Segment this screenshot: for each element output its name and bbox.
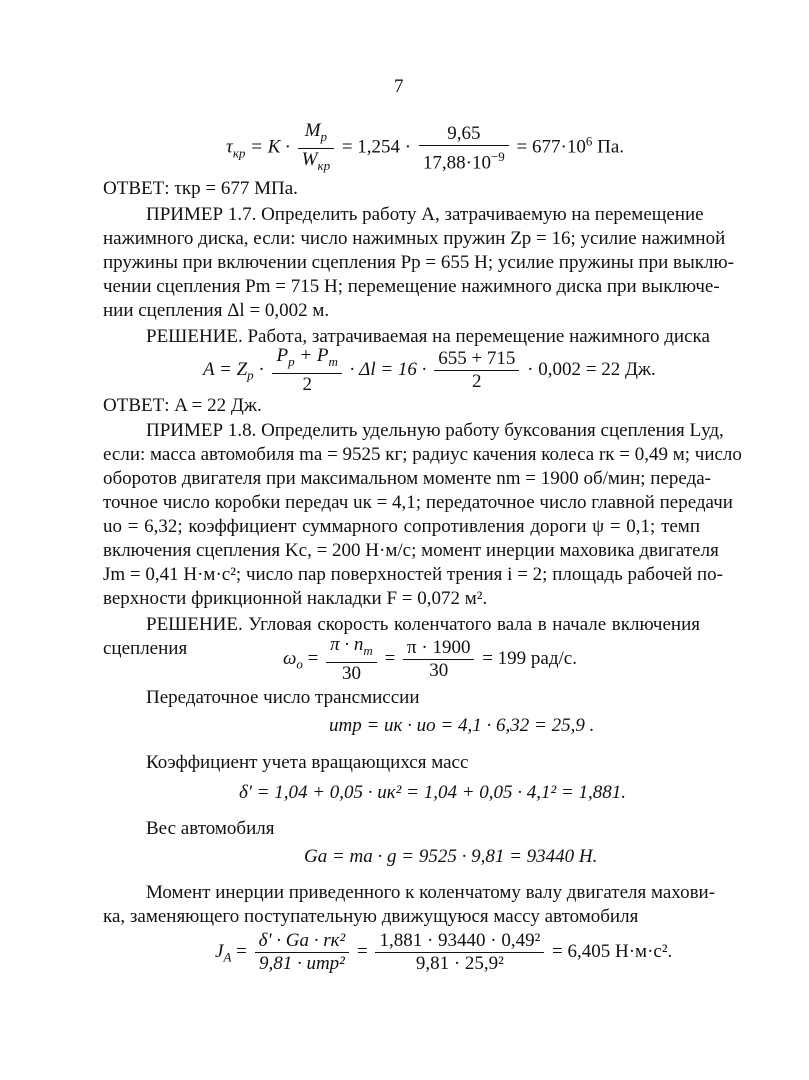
solution18-line: РЕШЕНИЕ. Угловая скорость коленчатого вала в начале включения xyxy=(146,614,700,635)
eq-a-frac1 xyxy=(272,345,341,396)
eq-omega-lhs-sub: о xyxy=(296,656,303,672)
eq-tau-k: = K · xyxy=(250,136,290,158)
solution17-text: РЕШЕНИЕ. Работа, затрачиваемая на перемещение нажимного диска xyxy=(146,326,710,347)
eq-omega-lhs: ω xyxy=(283,647,297,669)
eq-omega-frac2 xyxy=(403,637,474,682)
eq-j-frac2 xyxy=(375,930,544,975)
eq-omega-eq: = xyxy=(307,647,319,669)
eq-omega-eq2: = xyxy=(384,647,396,669)
eq-a-den: 2 xyxy=(302,373,312,395)
equation-angular-velocity xyxy=(283,634,577,685)
transmission-label: Передаточное число трансмиссии xyxy=(146,687,420,708)
eq-a-num-sub1: p xyxy=(288,353,295,369)
answer-2: ОТВЕТ: A = 22 Дж. xyxy=(103,395,262,416)
eq-j-num1: δ' · Gа · rк² xyxy=(255,930,350,953)
inertia-text-line: Момент инерции приведенного к коленчатому валу двигателя махови- xyxy=(146,882,716,903)
example17-line: нии сцепления Δl = 0,002 м. xyxy=(103,300,330,321)
eq-tau-mid: = 1,254 · xyxy=(341,136,412,158)
eq-tau-num1: M xyxy=(304,120,321,141)
inertia-text-line: ка, заменяющего поступательную движущуюся массу автомобиля xyxy=(103,906,639,927)
solution18-line: сцепления xyxy=(103,638,188,659)
eq-j-lhs: J xyxy=(215,940,224,962)
example18-line: uо = 6,32; коэффициент суммарного сопротивления дороги ψ = 0,1; темп xyxy=(103,516,700,537)
eq-j-den1: 9,81 · uтр² xyxy=(258,953,345,974)
eq-j-result: = 6,405 Н·м·с². xyxy=(552,940,673,962)
page-number: 7 xyxy=(394,76,404,97)
example18-line: верхности фрикционной накладки F = 0,072 м². xyxy=(103,588,488,609)
equation-rotating-mass: δ' = 1,04 + 0,05 · uк² = 1,04 + 0,05 · 4,1² = 1,881. xyxy=(239,782,627,803)
equation-weight: Gа = mа · g = 9525 · 9,81 = 93440 Н. xyxy=(304,846,598,867)
equation-shear-stress xyxy=(226,120,624,177)
example18-line: включения сцепления Kс, = 200 Н·м/с; момент инерции маховика двигателя xyxy=(103,540,719,561)
eq-omega-num2: π · 1900 xyxy=(403,637,474,660)
eq-tau-lhs: τ xyxy=(226,136,233,158)
eq-a-dot: · xyxy=(258,358,265,380)
eq-a-num-sub2: m xyxy=(328,353,338,369)
eq-j-den2: 9,81 · 25,9² xyxy=(415,953,504,974)
example17-line: ПРИМЕР 1.7. Определить работу A, затрачиваемую на перемещение xyxy=(146,204,704,225)
eq-tau-den2-sup: −9 xyxy=(490,148,505,164)
eq-omega-result: = 199 рад/с. xyxy=(482,647,577,669)
eq-tau-num1-sub: p xyxy=(320,128,328,144)
example18-line: ПРИМЕР 1.8. Определить удельную работу буксования сцепления Lуд, xyxy=(146,420,724,441)
eq-omega-num1-sub: m xyxy=(363,642,373,658)
eq-j-num2: 1,881 · 93440 · 0,49² xyxy=(375,930,544,953)
eq-a-num: P xyxy=(276,345,289,366)
answer-1: ОТВЕТ: τкр = 677 МПа. xyxy=(103,178,298,199)
eq-omega-frac1 xyxy=(326,634,377,685)
example17-line: пружины при включении сцепления Pp = 655 Н; усилие пружины при выклю- xyxy=(103,252,734,273)
eq-tau-den2: 17,88·10 xyxy=(422,151,491,173)
eq-a-den2: 2 xyxy=(472,370,482,392)
eq-a-result: · 0,002 = 22 Дж. xyxy=(527,358,656,380)
weight-label: Вес автомобиля xyxy=(146,818,275,839)
example18-line: если: масса автомобиля mа = 9525 кг; радиус качения колеса rк = 0,49 м; число xyxy=(103,444,742,465)
example17-line: нажимного диска, если: число нажимных пружин Zp = 16; усилие нажимной xyxy=(103,228,726,249)
eq-tau-den1-sub: кр xyxy=(317,157,331,173)
rotating-mass-label: Коэффициент учета вращающихся масс xyxy=(146,752,469,773)
eq-a-num-plus: + P xyxy=(294,345,329,366)
eq-tau-result: = 677·10 xyxy=(516,136,586,158)
example18-line: оборотов двигателя при максимальном моменте nm = 1900 об/мин; переда- xyxy=(103,468,711,489)
eq-j-frac1 xyxy=(255,930,350,975)
eq-a-mid: · Δl = 16 · xyxy=(349,358,427,380)
eq-a-lhs: A = Z xyxy=(203,358,248,380)
eq-tau-lhs-sub: кр xyxy=(232,145,246,161)
eq-tau-frac2 xyxy=(419,123,509,174)
eq-j-lhs-sub: A xyxy=(223,949,232,965)
equation-transmission-ratio: uтр = uк · uо = 4,1 · 6,32 = 25,9 . xyxy=(329,715,595,736)
example18-line: Jm = 0,41 Н·м·с²; число пар поверхностей трения i = 2; площадь рабочей по- xyxy=(103,564,723,585)
eq-a-frac2 xyxy=(434,348,519,393)
eq-tau-result-sup: 6 xyxy=(585,133,593,149)
eq-a-lhs-sub: p xyxy=(247,367,254,383)
eq-tau-den1: W xyxy=(301,148,318,170)
eq-omega-den1: 30 xyxy=(341,662,361,684)
eq-a-num2: 655 + 715 xyxy=(434,348,519,371)
eq-tau-frac1 xyxy=(298,120,334,177)
eq-omega-num1: π · n xyxy=(330,634,364,655)
eq-tau-unit: Па. xyxy=(597,136,624,158)
equation-moment-of-inertia: $J_A$ = $\frac{\text{δ' · Gа · rк²}}{\text{9,81 · uтр²}}$ = $\frac{\text{1,881 · 93440 · 0,49²}}{\text{9,81 · 25,9²}}$ = 6,405 Н·м·с². xyxy=(215,930,673,974)
example17-line: чении сцепления Pm = 715 Н; перемещение нажимного диска при выключе- xyxy=(103,276,720,297)
example18-line: точное число коробки передач uк = 4,1; передаточное число главной передачи xyxy=(103,492,733,513)
eq-omega-den2: 30 xyxy=(429,659,449,681)
equation-work xyxy=(203,345,656,396)
eq-tau-num2: 9,65 xyxy=(419,123,509,146)
